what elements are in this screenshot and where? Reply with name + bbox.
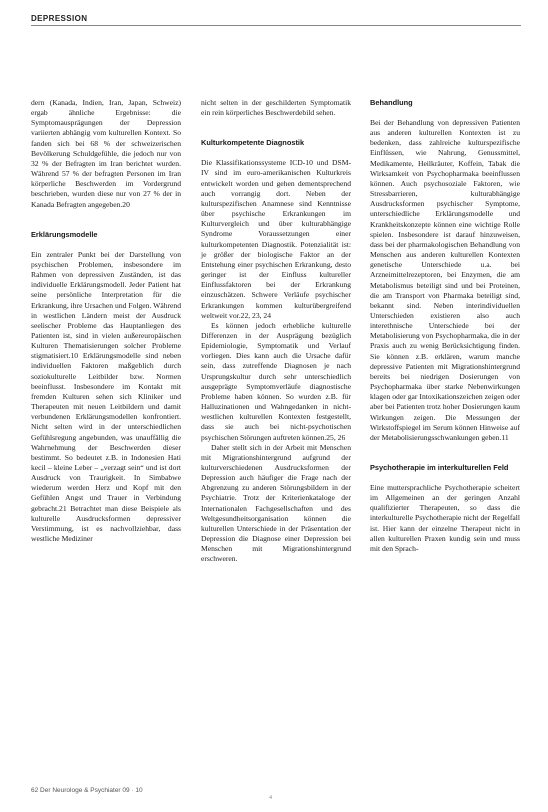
page-footer: 62 Der Neurologe & Psychiater 09 · 10 xyxy=(31,787,143,794)
section-heading: Psychotherapie im interkulturellen Feld xyxy=(370,463,509,472)
body-paragraph: Eine muttersprachliche Psychotherapie scheitert im Allgemeinen an der geringen Anzahl qualifizierter Therapeuten, so dass die interkulturelle Psychotherapie nicht der Regelfall ist. Hier kann der einzelne Therapeut nicht in allen kulturellen Praxen kundig sein und muss mit den Sprach- xyxy=(370,483,520,553)
body-paragraph: Daher stellt sich in der Arbeit mit Menschen mit Migrationshintergrund aufgrund der kulturverschiedenen Ausdrucksformen der Depression auch häufiger die Frage nach der Abgrenzung zu anderen Störungsbildern in der Psychiatrie. Trotz der Kriterienkataloge der Internationalen Fachgesellschaften und des Weltgesundheitsorganisation können die kulturellen Unterschiede in der Präsentation der Depression die Diagnose einer Depression bei Menschen mit Migrationshintergrund erschweren. xyxy=(201,442,351,564)
text-column-3 xyxy=(370,98,520,554)
section-spacer xyxy=(31,210,181,230)
section-spacer xyxy=(370,443,520,463)
body-paragraph: nicht selten in der geschilderten Symptomatik ein rein körperliches Beschwerdebild sehen. xyxy=(201,98,351,118)
section-running-head: DEPRESSION xyxy=(31,14,88,23)
text-column-1 xyxy=(31,98,181,544)
body-paragraph: Ein zentraler Punkt bei der Darstellung von psychischen Problemen, insbesondere im Rahmen von depressiven Zuständen, ist das individuelle Erklärungsmodell. Jeder Patient hat seine persönliche Interpretation für die Erkrankung, ihre Ursachen und Folgen. Während in westlichen Ländern meist der Ausdruck seelischer Probleme das Hauptanliegen des Patienten ist, sind in vielen außereuropäischen Kulturen Thematisierungen solcher Probleme stigmatisiert.10 Erklärungsmodelle sind neben individuellen Faktoren maßgeblich durch soziokulturelle Leitbilder bzw. Normen beeinflusst. Insbesondere im Kontakt mit fremden Kulturen sehen sich Kliniker und Therapeuten mit neuen Leitbildern und damit verbundenen Erklärungsmodellen konfrontiert. Nicht selten wird in der unterschiedlichen Gefühlsregung angebunden, was unauffällig die Wahrnehmung der Beschwerden dieser bestimmt. So bedeutet z.B. in Indonesien Hati kecil – kleine Leber – „verzagt sein“ und ist dort Ausdruck von Traurigkeit. In Simbabwe wiederum werden Herz und Kopf mit den Gefühlen Angst und Trauer in Verbindung gebracht.21 Betrachtet man diese Beispiele als kulturelle Ausdrucksformen depressiver Verstimmung, ist es nachvollziehbar, dass westliche Mediziner xyxy=(31,249,181,544)
section-spacer xyxy=(201,118,351,138)
body-paragraph: Es können jedoch erhebliche kulturelle Differenzen in der Ausprägung bezüglich Epidemiologie, Symptomatik und Verlauf vorliegen. Dies kann auch die Ursache dafür sein, dass zutreffende Diagnosen je nach Ursprungskultur durch sehr unterschiedlich ausgeprägte Symptomverläufe diagnostische Probleme haben können. So wurden z.B. für Halluzinationen und Wahngedanken in nicht-westlichen kulturellen Kontexten festgestellt, dass sie auch bei nicht-psychotischen psychischen Störungen auftreten können.25, 26 xyxy=(201,320,351,442)
body-paragraph: dern (Kanada, Indien, Iran, Japan, Schweiz) ergab ähnliche Ergebnisse: die Symptomausprägungen der Depression variierten abhängig vom kulturellen Kontext. So fanden sich bei 68 % der schweizerischen Bevölkerung Schuldgefühle, die jedoch nur von 32 % der Befragten im Iran berichtet wurden. Während 57 % der befragten Personen im Iran körperliche Beschwerden im Vordergrund beschrieben, wurden diese nur von 27 % der in Kanada Befragten angegeben.20 xyxy=(31,98,181,209)
section-heading: Behandlung xyxy=(370,98,413,107)
body-paragraph: Die Klassifikationssysteme ICD-10 und DSM-IV sind im euro-amerikanischen Kulturkreis entwickelt worden und gehen dementsprechend auch vorrangig dort. Neben der kulturspezifischen Anamnese sind Kenntnisse über psychische Erkrankungen im Kulturvergleich und über kulturabhängige Syndrome Voraussetzungen einer kulturkompetenten Diagnostik. Potenzialität ist: je größer der biologische Faktor an der Entstehung einer psychischen Erkrankung, desto geringer ist der Einfluss kultureller Einflussfaktoren bei der Erkrankung einzuschätzen. Schwere Verläufe psychischer Erkrankungen kommen kulturübergreifend weltweit vor.22, 23, 24 xyxy=(201,158,351,320)
body-paragraph: Bei der Behandlung von depressiven Patienten aus anderen kulturellen Kontexten ist zu bedenken, dass zahlreiche kulturspezifische Einflüssen, wie Nahrung, Genussmittel, Medikamente, Heilkräuter, Koffein, Tabak die Wirksamkeit von Psychopharmaka beeinflussen können. Auch psychosoziale Faktoren, wie Stressbarrieren, kulturabhängige Ausdrucksformen psychischer Symptome, unterschiedliche Erklärungsmodelle und Krankheitskonzepte können eine wichtige Rolle spielen. Insbesondere ist darauf hinzuweisen, dass bei der pharmakologischen Behandlung von Menschen aus anderen kulturellen Kontexten genetische Unterschiede u.a. bei Arzneimittelrezeptoren, bei Enzymen, die am Metabolismus beteiligt sind und bei Proteinen, die am Transport von Pharmaka beteiligt sind, bekannt sind. Neben interindividuellen Unterschieden existieren also auch interethnische Unterschiede bei der Metabolisierung von Psychopharmaka, die in der Praxis auch zu wenig Berücksichtigung finden. Sie können z.B. erklären, warum manche depressive Patienten mit Migrationshintergrund bereits bei niedrigen Dosierungen von Psychopharmaka über starke Nebenwirkungen klagen oder gar Intoxikationszeichen zeigen oder aber bei Patienten trotz hoher Dosierungen kaum Wirkungen zeigen. Die Messungen der Wirkstoffspiegel im Serum können Hinweise auf der Metabolisierungsschwankungen geben.11 xyxy=(370,118,520,442)
section-heading: Erklärungsmodelle xyxy=(31,229,98,239)
page-mark: 4 xyxy=(269,795,272,801)
text-column-2 xyxy=(201,98,351,565)
header-divider xyxy=(31,25,521,26)
section-heading: Kulturkompetente Diagnostik xyxy=(201,138,305,148)
